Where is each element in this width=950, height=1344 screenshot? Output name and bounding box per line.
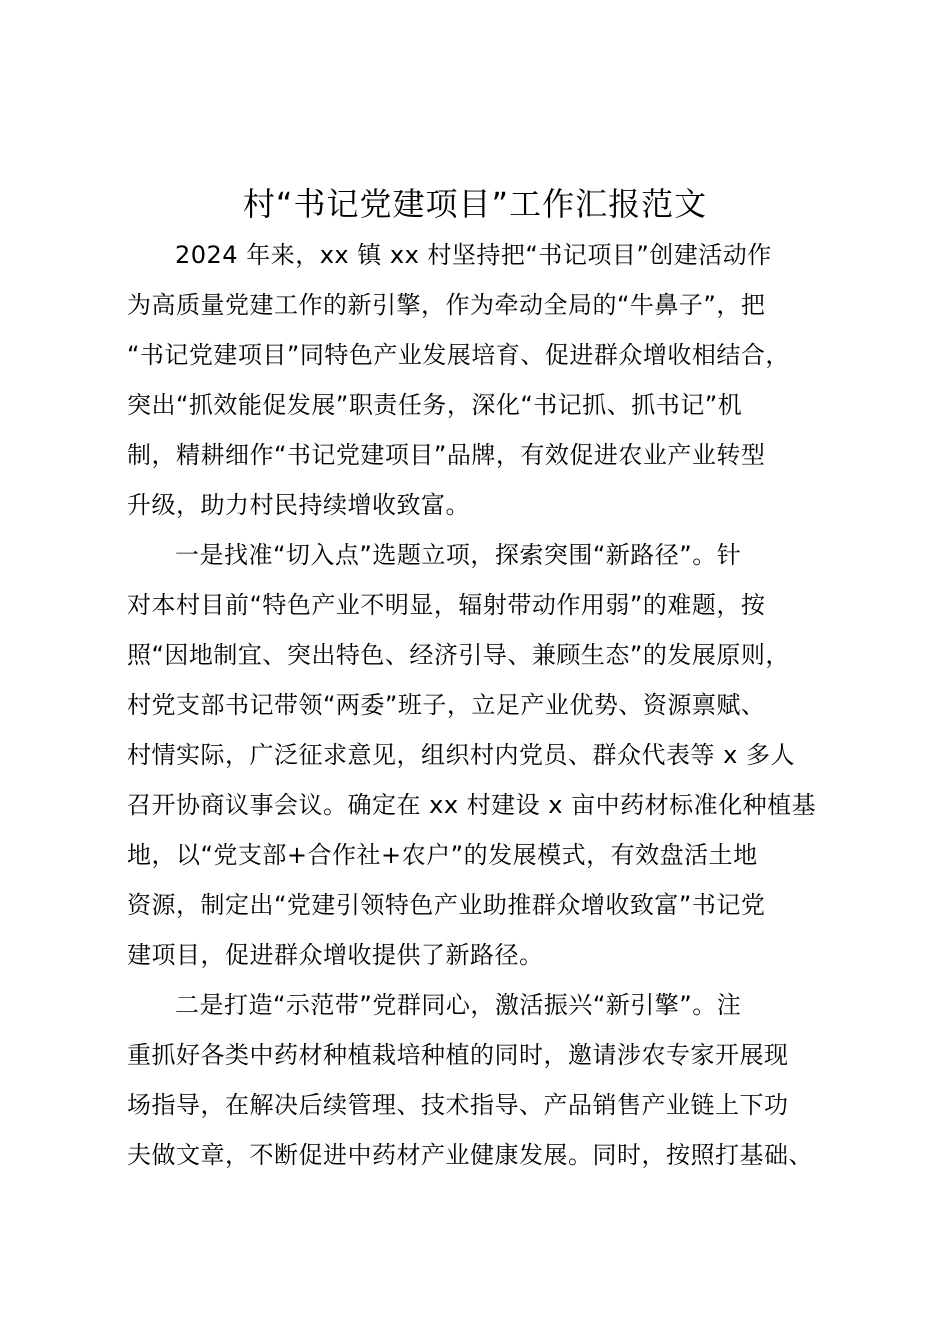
paragraph-line: 建项目，促进群众增收提供了新路径。 <box>127 941 544 969</box>
document-body <box>127 230 842 1180</box>
paragraph-line: 照“因地制宜、突出特色、经济引导、兼顾生态”的发展原则， <box>127 641 790 669</box>
paragraph-line: 重抓好各类中药材种植栽培种植的同时，邀请涉农专家开展现 <box>127 1041 789 1069</box>
paragraph-line: 地，以“党支部+合作社+农户”的发展模式，有效盘活土地 <box>127 841 758 869</box>
paragraph-line: “书记党建项目”同特色产业发展培育、促进群众增收相结合， <box>127 341 790 369</box>
document-title: 村“书记党建项目”工作汇报范文 <box>242 185 708 223</box>
paragraph-line: 为高质量党建工作的新引擎，作为牵动全局的“牛鼻子”，把 <box>127 291 766 319</box>
paragraph-line: 村情实际，广泛征求意见，组织村内党员、群众代表等 x 多人 <box>127 741 795 769</box>
paragraph-line: 场指导，在解决后续管理、技术指导、产品销售产业链上下功 <box>127 1091 789 1119</box>
paragraph-2 <box>127 530 842 980</box>
paragraph-line: 二是打造“示范带”党群同心，激活振兴“新引擎”。注 <box>175 991 742 1019</box>
paragraph-line: 召开协商议事会议。确定在 xx 村建设 x 亩中药材标准化种植基 <box>127 791 817 819</box>
paragraph-line: 升级，助力村民持续增收致富。 <box>127 491 470 519</box>
paragraph-line: 2024 年来，xx 镇 xx 村坚持把“书记项目”创建活动作 <box>175 241 772 269</box>
paragraph-line: 制，精耕细作“书记党建项目”品牌，有效促进农业产业转型 <box>127 441 766 469</box>
paragraph-3 <box>127 980 842 1180</box>
paragraph-line: 村党支部书记带领“两委”班子，立足产业优势、资源禀赋、 <box>127 691 766 719</box>
paragraph-line: 对本村目前“特色产业不明显，辐射带动作用弱”的难题，按 <box>127 591 766 619</box>
paragraph-line: 一是找准“切入点”选题立项，探索突围“新路径”。针 <box>175 541 742 569</box>
paragraph-line: 夫做文章，不断促进中药材产业健康发展。同时，按照打基础、 <box>127 1141 813 1169</box>
paragraph-line: 突出“抓效能促发展”职责任务，深化“书记抓、抓书记”机 <box>127 391 743 419</box>
paragraph-1 <box>127 230 842 530</box>
paragraph-line: 资源，制定出“党建引领特色产业助推群众增收致富”书记党 <box>127 891 766 919</box>
